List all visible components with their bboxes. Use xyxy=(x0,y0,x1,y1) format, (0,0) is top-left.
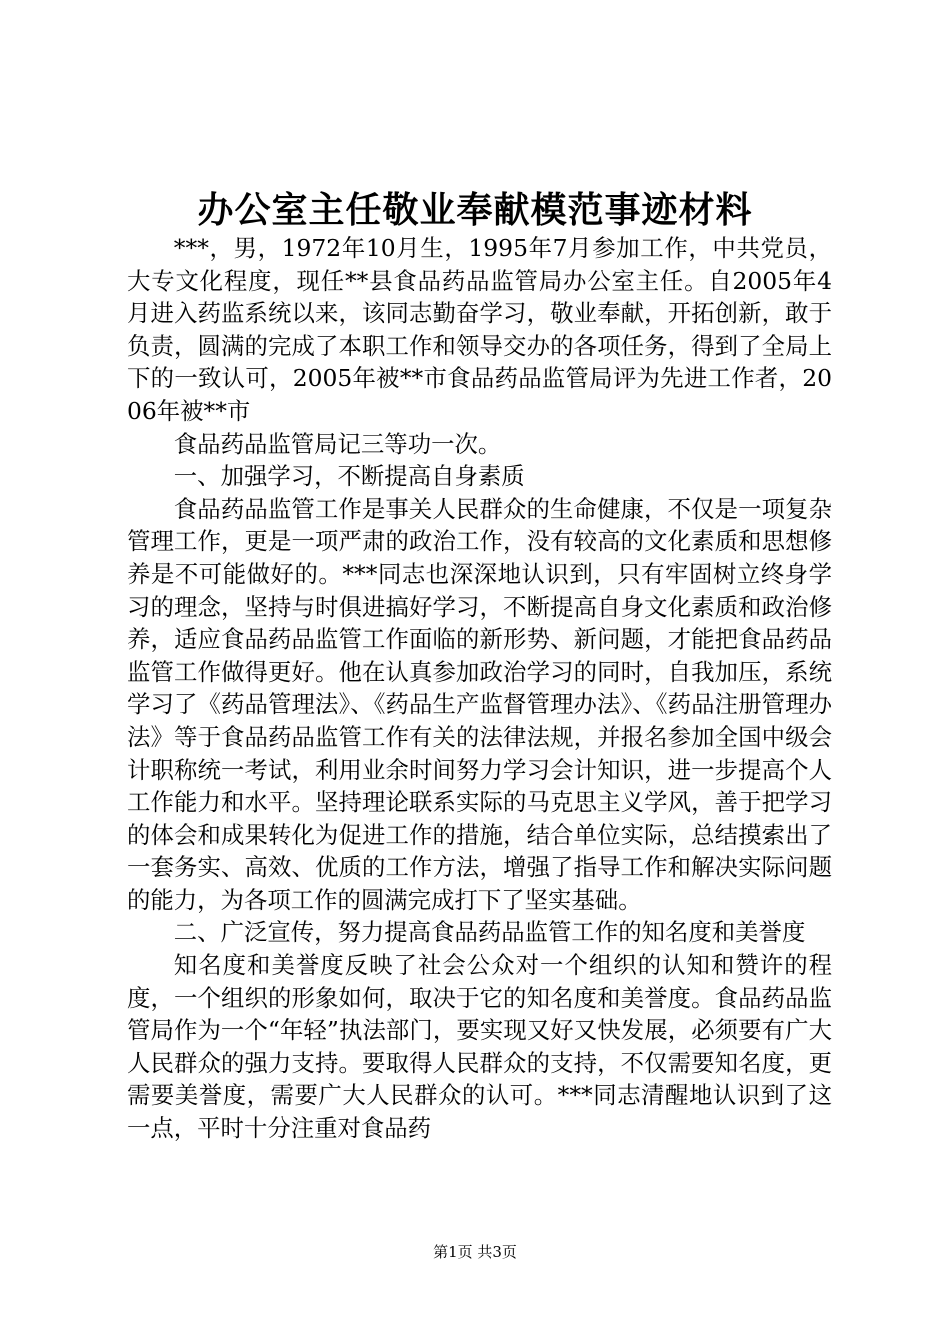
paragraph-award: 食品药品监管局记三等功一次。 xyxy=(173,429,502,458)
paragraph-study: 食品药品监管工作是事关人民群众的生命健康，不仅是一项复杂管理工作，更是一项严肃的政治工作，没有较高的文化素质和思想修养是不可能做好的。***同志也深深地认识到，只有牢固树立终身学习的理念，坚持与时俱进搞好学习，不断提高自身文化素质和政治修养，适应食品药品监管工作面临的新形势、新问题，才能把食品药品监管工作做得更好。他在认真参加政治学习的同时，自我加压，系统学习了《药品管理法》、《药品生产监督管理办法》、《药品注册管理办法》等于食品药品监管工作有关的法律法规，并报名参加全国中级会计职称统一考试，利用业余时间努力学习会计知识，进一步提高个人工作能力和水平。坚持理论联系实际的马克思主义学风，善于把学习的体会和成果转化为促进工作的措施，结合单位实际，总结摸索出了一套务实、高效、优质的工作方法，增强了指导工作和解决实际问题的能力，为各项工作的圆满完成打下了坚实基础。 xyxy=(127,494,832,914)
section-heading-1: 一、加强学习，不断提高自身素质 xyxy=(173,462,525,491)
document-title: 办公室主任敬业奉献模范事迹材料 xyxy=(197,189,753,231)
paragraph-intro: ***，男，1972年10月生，1995年7月参加工作，中共党员，大专文化程度，现任**县食品药品监管局办公室主任。自2005年4月进入药监系统以来，该同志勤奋学习，敬业奉献，开拓创新，敢于负责，圆满的完成了本职工作和领导交办的各项任务，得到了全局上下的一致认可，2005年被**市食品药品监管局评为先进工作者，2006年被**市 xyxy=(127,234,832,425)
page-number-footer: 第1页 共3页 xyxy=(433,1243,517,1261)
section-heading-2: 二、广泛宣传，努力提高食品药品监管工作的知名度和美誉度 xyxy=(173,918,806,947)
paragraph-publicity: 知名度和美誉度反映了社会公众对一个组织的认知和赞许的程度，一个组织的形象如何，取决于它的知名度和美誉度。食品药品监管局作为一个“年轻”执法部门，要实现又好又快发展，必须要有广大人民群众的强力支持。要取得人民群众的支持，不仅需要知名度，更需要美誉度，需要广大人民群众的认可。***同志清醒地认识到了这一点，平时十分注重对食品药 xyxy=(127,951,832,1143)
document-body xyxy=(127,232,832,1145)
